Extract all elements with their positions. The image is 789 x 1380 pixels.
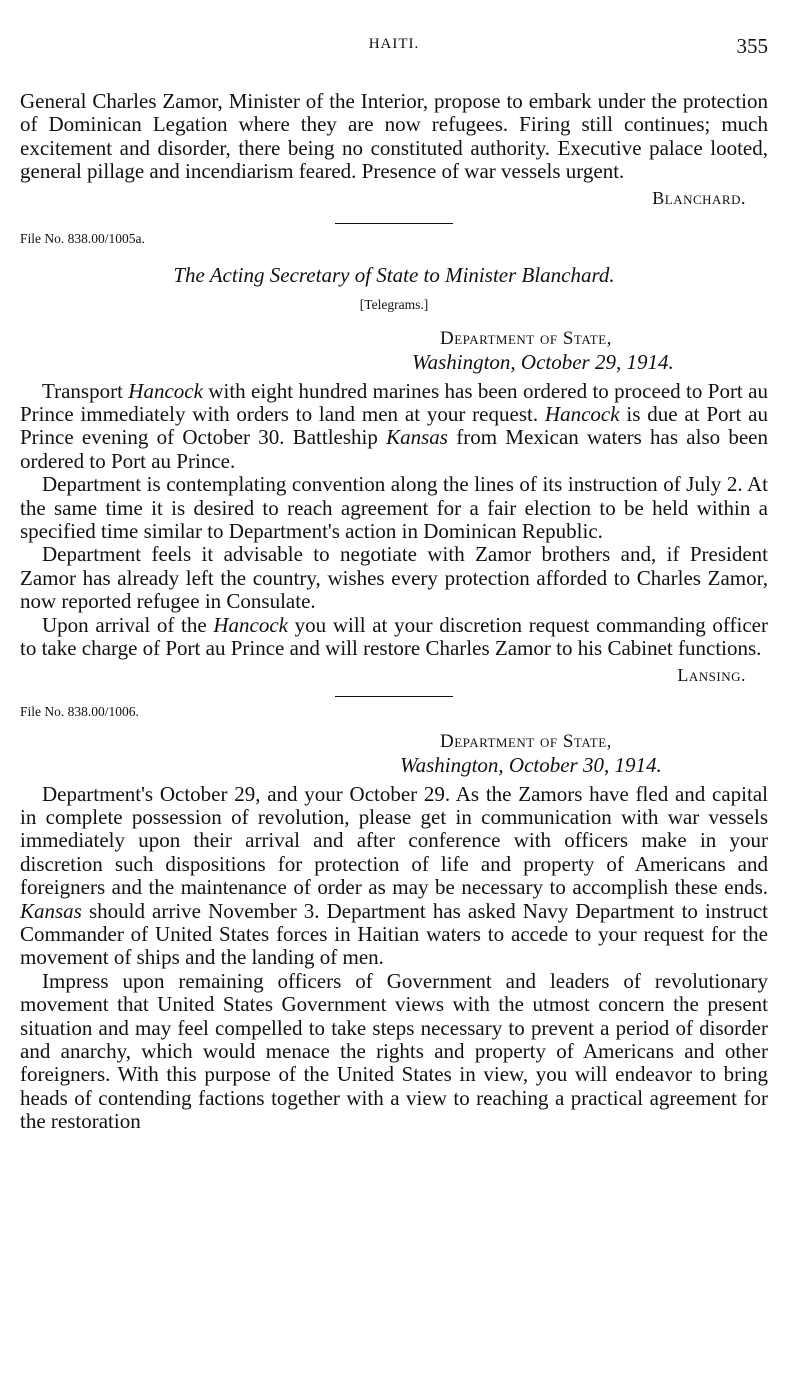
paragraph: Impress upon remaining officers of Government and leaders of revolutionary movement that United States Government views with the utmost concern the present situation and may feel compelled to take steps necessary to prevent a period of disorder and anarchy, which would menace the rights and property of Americans and other foreigners. With this purpose of the United States in view, you will endeavor to bring heads of contending factions together with a view to reaching a practical agreement for the restoration [20,968,768,1134]
paragraph: Department feels it advisable to negotiate with Zamor brothers and, if President Zamor has already left the country, wishes every protection afforded to Charles Zamor, now reported refugee in Consulate. [20,542,768,614]
file-number-1006: File No. 838.00/1006. [20,703,139,719]
sender-department: Department of State, [440,730,612,752]
ship-name: Kansas [386,425,448,450]
paragraph [20,783,768,970]
running-header [20,0,768,56]
signature-lansing: Lansing. [677,664,746,685]
paragraph: Department is contemplating convention along the lines of its instruction of July 2. At the same time it is desired to reach agreement for a fair election to be held within a specified time similar to Department's action in Dominican Republic. [20,472,768,544]
dateline: Washington, October 30, 1914. [400,752,662,777]
document-heading: The Acting Secretary of State to Minister Blanchard. [173,262,615,287]
ship-name: Hancock [213,612,288,637]
text-run: with eight hundred marines has been ordered to proceed to Port au Prince immediately with orders to land men at your request. [20,378,768,427]
dateline: Washington, October 29, 1914. [412,349,674,374]
paragraph [20,614,768,661]
document-page [20,0,768,1134]
document-subheading: [Telegrams.] [359,296,429,312]
section-divider [335,223,453,224]
text-run: Transport [42,378,129,403]
ship-name: Kansas [20,898,82,923]
file-number-1005a: File No. 838.00/1005a. [20,230,145,246]
opening-paragraph: General Charles Zamor, Minister of the Interior, propose to embark under the protection of Dominican Legation where they are now refugees. Firing still continues; much excitement and disorder, there being no constituted authority. Executive palace looted, general pillage and incendiarism feared. Presence of war vessels urgent. [20,89,768,184]
sender-department: Department of State, [440,327,612,349]
text-run: is due at Port au Prince evening of October 30. Battleship [20,402,768,450]
text-run: from Mexican waters has also been ordered to Port au Prince. [20,425,768,473]
page-number: 355 [736,34,768,58]
ship-name: Hancock [128,378,203,403]
text-run: Department's October 29, and your October 29. As the Zamors have fled and capital in complete possession of revolution, please get in communication with war vessels immediately upon their arrival and after conference with officers make in your discretion such dispositions for protection of life and property of Americans and foreigners and the maintenance of order as may be necessary to accomplish these ends. [20,781,768,900]
paragraph [20,380,768,474]
running-title: HAITI. [368,36,420,52]
text-run: Upon arrival of the [42,612,214,637]
ship-name: Hancock [544,402,620,427]
signature-blanchard: Blanchard. [652,187,746,208]
section-divider [335,696,453,697]
text-run: you will at your discretion request commanding officer to take charge of Port au Prince and will restore Charles Zamor to his Cabinet functions. [20,612,768,661]
text-run: should arrive November 3. Department has asked Navy Department to instruct Commander of United States forces in Haitian waters to accede to your request for the movement of ships and the landing of men. [20,898,768,970]
